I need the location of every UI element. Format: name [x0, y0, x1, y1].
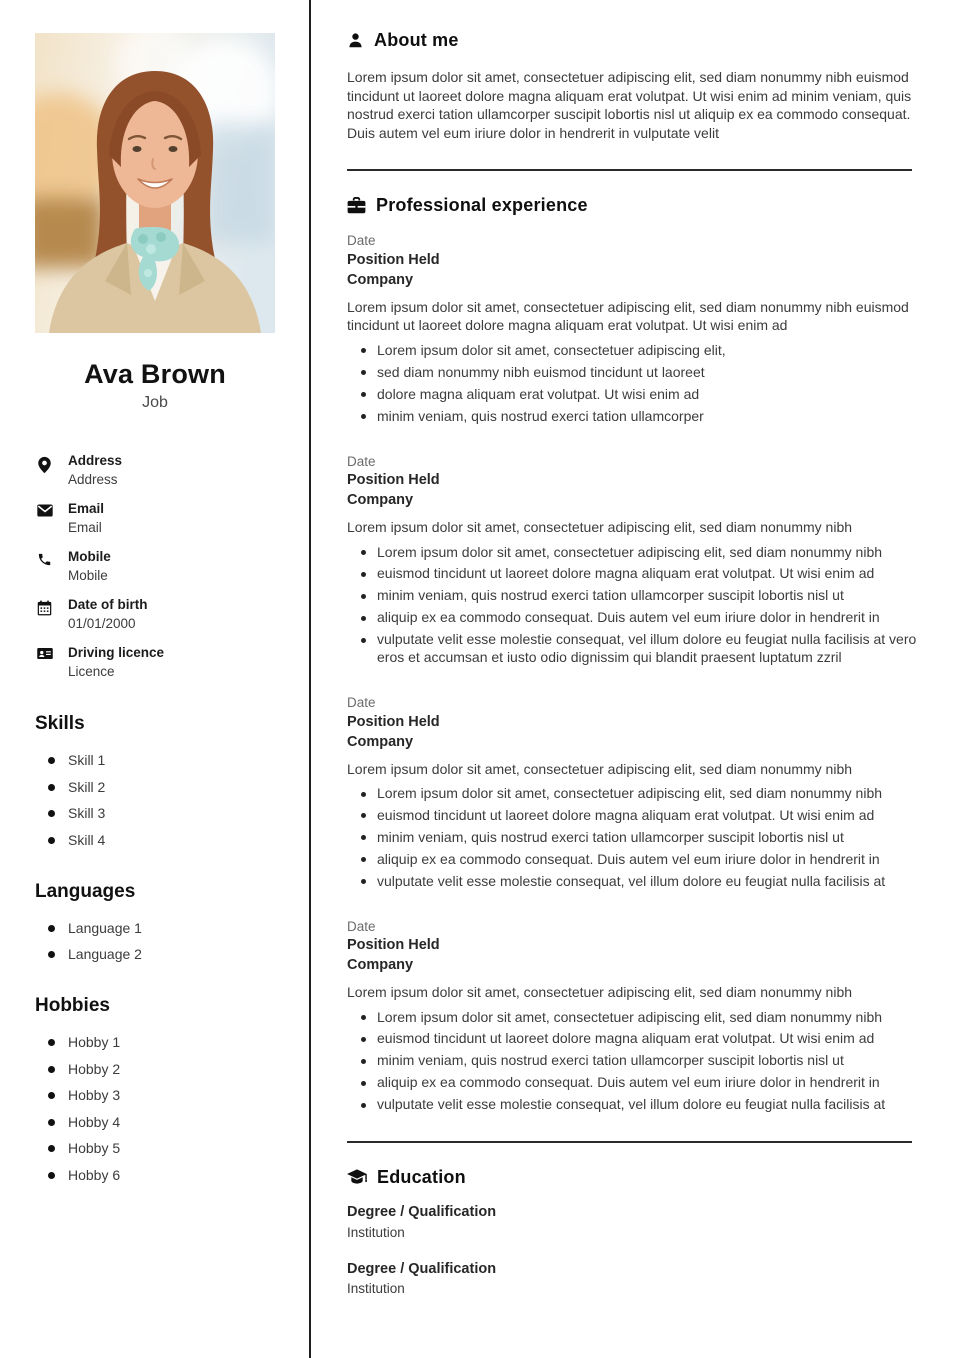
bullet-dot	[361, 1015, 366, 1020]
bullet-text: aliquip ex ea commodo consequat. Duis autem vel eum iriure dolor in hendrerit in	[377, 850, 880, 867]
calendar-icon	[35, 596, 68, 632]
bullet-text: Lorem ipsum dolor sit amet, consectetuer adipiscing elit,	[377, 341, 726, 358]
bullet-dot	[361, 813, 366, 818]
bullet-dot	[48, 1092, 55, 1099]
bullet-dot	[48, 784, 55, 791]
bullet-text: aliquip ex ea commodo consequat. Duis autem vel eum iriure dolor in hendrerit in	[377, 609, 880, 626]
graduation-cap-icon	[347, 1169, 367, 1186]
skill-label: Skill 2	[68, 778, 106, 795]
bullet-dot	[361, 792, 366, 797]
bullet-dot	[48, 1039, 55, 1046]
bullet-dot	[361, 594, 366, 599]
bullet-text: Lorem ipsum dolor sit amet, consectetuer adipiscing elit, sed diam nonummy nibh	[377, 1008, 883, 1025]
bullet-dot	[361, 370, 366, 375]
entry-bullets	[347, 342, 920, 426]
envelope-icon	[35, 500, 68, 536]
degree: Degree / Qualification	[347, 1204, 497, 1221]
skills-heading: Skills	[35, 713, 85, 735]
job-title: Job	[142, 394, 168, 411]
bullet-item	[347, 1052, 920, 1070]
hobby-label: Hobby 1	[68, 1034, 121, 1051]
bullet-item	[347, 1074, 920, 1092]
entry-position: Position Held	[347, 713, 440, 730]
bullet-item	[347, 873, 920, 891]
experience-entry	[347, 453, 920, 667]
contact-driving-licence	[35, 644, 275, 680]
languages-list	[35, 920, 275, 963]
hobby-item	[35, 1087, 275, 1103]
bullet-item	[347, 342, 920, 360]
id-card-icon	[35, 644, 68, 680]
person-icon	[347, 32, 364, 49]
education-entry	[347, 1203, 920, 1240]
entry-bullets	[347, 1009, 920, 1115]
bullet-dot	[48, 810, 55, 817]
skill-item	[35, 805, 275, 821]
bullet-item	[347, 408, 920, 426]
hobby-item	[35, 1167, 275, 1183]
bullet-item	[347, 1009, 920, 1027]
language-item	[35, 920, 275, 936]
entry-summary: Lorem ipsum dolor sit amet, consectetuer adipiscing elit, sed diam nonummy nibh euismod tincidunt ut laoreet dolore magna aliquam erat volutpat. Ut wisi enim ad	[347, 298, 909, 334]
hobby-item	[35, 1140, 275, 1156]
education-title: Education	[377, 1167, 466, 1188]
bullet-item	[347, 807, 920, 825]
contact-mobile	[35, 548, 275, 584]
bullet-dot	[361, 392, 366, 397]
bullet-text: vulputate velit esse molestie consequat, vel illum dolore eu feugiat nulla facilisis at	[377, 1096, 886, 1113]
bullet-text: sed diam nonummy nibh euismod tincidunt ut laoreet	[377, 363, 705, 380]
hobby-item	[35, 1114, 275, 1130]
entry-date: Date	[347, 453, 376, 469]
experience-heading	[347, 195, 920, 216]
language-label: Language 2	[68, 946, 142, 963]
sidebar	[0, 0, 311, 1358]
bullet-text: dolore magna aliquam erat volutpat. Ut wisi enim ad	[377, 385, 700, 402]
briefcase-icon	[347, 197, 366, 214]
bullet-dot	[48, 1066, 55, 1073]
bullet-dot	[361, 348, 366, 353]
hobby-label: Hobby 2	[68, 1060, 121, 1077]
bullet-text: Lorem ipsum dolor sit amet, consectetuer adipiscing elit, sed diam nonummy nibh	[377, 543, 883, 560]
bullet-item	[347, 587, 920, 605]
entry-company: Company	[347, 271, 414, 288]
bullet-item	[347, 386, 920, 404]
contact-details	[35, 452, 275, 680]
bullet-dot	[48, 925, 55, 932]
bullet-item	[347, 565, 920, 583]
phone-icon	[35, 548, 68, 584]
contact-label: Driving licence	[68, 645, 165, 661]
experience-entry	[347, 918, 920, 1115]
contact-label: Mobile	[68, 549, 111, 565]
hobbies-heading: Hobbies	[35, 995, 110, 1017]
portrait-illustration	[35, 33, 275, 333]
bullet-dot	[48, 1145, 55, 1152]
main-column	[311, 0, 960, 1358]
contact-value: 01/01/2000	[68, 615, 136, 631]
about-text: Lorem ipsum dolor sit amet, consectetuer adipiscing elit, sed diam nonummy nibh euismod tincidunt ut laoreet dolore magna aliquam erat volutpat. Ut wisi enim ad minim veniam, quis nostrud exerci tation ullamcorper suscipit lobortis nisl ut aliquip ex ea commodo consequat. Duis autem vel eum iriure dolor in hendrerit in vulputate velit	[347, 69, 912, 141]
experience-entry	[347, 694, 920, 891]
entry-summary: Lorem ipsum dolor sit amet, consectetuer adipiscing elit, sed diam nonummy nibh	[347, 984, 853, 1001]
profile-photo	[35, 33, 275, 333]
contact-value: Mobile	[68, 567, 108, 583]
skill-item	[35, 832, 275, 848]
skill-label: Skill 3	[68, 805, 106, 822]
divider	[347, 1141, 912, 1143]
contact-value: Licence	[68, 663, 115, 679]
bullet-dot	[361, 857, 366, 862]
bullet-text: minim veniam, quis nostrud exerci tation ullamcorper suscipit lobortis nisl ut	[377, 1052, 844, 1069]
bullet-text: euismod tincidunt ut laoreet dolore magna aliquam erat volutpat. Ut wisi enim ad	[377, 565, 875, 582]
person-name: Ava Brown	[84, 359, 226, 389]
skill-label: Skill 4	[68, 831, 106, 848]
bullet-item	[347, 1096, 920, 1114]
skill-item	[35, 752, 275, 768]
bullet-item	[347, 851, 920, 869]
bullet-text: minim veniam, quis nostrud exerci tation ullamcorper	[377, 407, 704, 424]
bullet-text: Lorem ipsum dolor sit amet, consectetuer adipiscing elit, sed diam nonummy nibh	[377, 785, 883, 802]
hobby-label: Hobby 3	[68, 1087, 121, 1104]
language-item	[35, 946, 275, 962]
bullet-dot	[361, 1081, 366, 1086]
hobby-label: Hobby 5	[68, 1140, 121, 1157]
bullet-item	[347, 631, 920, 667]
entry-date: Date	[347, 918, 376, 934]
about-heading	[347, 30, 920, 51]
experience-section	[347, 195, 920, 1114]
entry-summary: Lorem ipsum dolor sit amet, consectetuer adipiscing elit, sed diam nonummy nibh	[347, 519, 853, 536]
bullet-dot	[361, 1037, 366, 1042]
bullet-item	[347, 829, 920, 847]
entry-company: Company	[347, 492, 414, 509]
contact-label: Email	[68, 501, 105, 517]
location-pin-icon	[35, 452, 68, 488]
experience-entry	[347, 232, 920, 425]
bullet-item	[347, 609, 920, 627]
contact-value: Address	[68, 471, 118, 487]
education-entry	[347, 1260, 920, 1297]
degree: Degree / Qualification	[347, 1260, 497, 1277]
about-section	[347, 30, 920, 142]
bullet-item	[347, 1030, 920, 1048]
contact-label: Address	[68, 453, 123, 468]
hobby-label: Hobby 6	[68, 1166, 121, 1183]
bullet-dot	[48, 837, 55, 844]
contact-date-of-birth	[35, 596, 275, 632]
entry-company: Company	[347, 733, 414, 750]
entry-date: Date	[347, 233, 376, 249]
bullet-dot	[48, 757, 55, 764]
contact-email	[35, 500, 275, 536]
skills-list	[35, 752, 275, 848]
bullet-dot	[361, 835, 366, 840]
bullet-text: vulputate velit esse molestie consequat, vel illum dolore eu feugiat nulla facilisis at	[377, 872, 886, 889]
bullet-dot	[361, 879, 366, 884]
about-title: About me	[374, 30, 459, 50]
hobby-item	[35, 1061, 275, 1077]
bullet-item	[347, 544, 920, 562]
bullet-dot	[361, 1059, 366, 1064]
hobbies-list	[35, 1034, 275, 1183]
bullet-text: minim veniam, quis nostrud exerci tation ullamcorper suscipit lobortis nisl ut	[377, 828, 844, 845]
experience-title: Professional experience	[376, 195, 588, 216]
bullet-dot	[361, 572, 366, 577]
bullet-text: euismod tincidunt ut laoreet dolore magna aliquam erat volutpat. Ut wisi enim ad	[377, 1030, 875, 1047]
hobby-item	[35, 1034, 275, 1050]
entry-bullets	[347, 544, 920, 667]
bullet-dot	[48, 1172, 55, 1179]
institution: Institution	[347, 1281, 405, 1297]
bullet-item	[347, 364, 920, 382]
contact-label: Date of birth	[68, 597, 148, 613]
bullet-text: euismod tincidunt ut laoreet dolore magna aliquam erat volutpat. Ut wisi enim ad	[377, 806, 875, 823]
bullet-dot	[48, 1119, 55, 1126]
bullet-dot	[361, 550, 366, 555]
skill-label: Skill 1	[68, 752, 106, 769]
language-label: Language 1	[68, 919, 142, 936]
entry-position: Position Held	[347, 937, 440, 954]
entry-date: Date	[347, 695, 376, 710]
divider	[347, 169, 912, 171]
entry-position: Position Held	[347, 251, 440, 268]
contact-value: Email	[68, 519, 102, 535]
entry-bullets	[347, 785, 920, 891]
entry-position: Position Held	[347, 472, 440, 489]
contact-address	[35, 452, 275, 488]
bullet-text: minim veniam, quis nostrud exerci tation ullamcorper suscipit lobortis nisl ut	[377, 587, 844, 604]
education-section	[347, 1167, 920, 1296]
bullet-item	[347, 785, 920, 803]
entry-summary: Lorem ipsum dolor sit amet, consectetuer adipiscing elit, sed diam nonummy nibh	[347, 760, 853, 777]
bullet-text: vulputate velit esse molestie consequat, vel illum dolore eu feugiat nulla facilisis at vero eros et accumsan et iusto odio dignissim qui blandit praesent luptatum zzril	[377, 631, 917, 666]
entry-company: Company	[347, 957, 414, 974]
bullet-dot	[361, 1103, 366, 1108]
bullet-dot	[361, 414, 366, 419]
education-heading	[347, 1167, 920, 1188]
bullet-text: aliquip ex ea commodo consequat. Duis autem vel eum iriure dolor in hendrerit in	[377, 1074, 880, 1091]
institution: Institution	[347, 1224, 405, 1240]
languages-heading: Languages	[35, 880, 136, 902]
bullet-dot	[361, 638, 366, 643]
bullet-dot	[48, 951, 55, 958]
skill-item	[35, 779, 275, 795]
hobby-label: Hobby 4	[68, 1113, 121, 1130]
bullet-dot	[361, 616, 366, 621]
